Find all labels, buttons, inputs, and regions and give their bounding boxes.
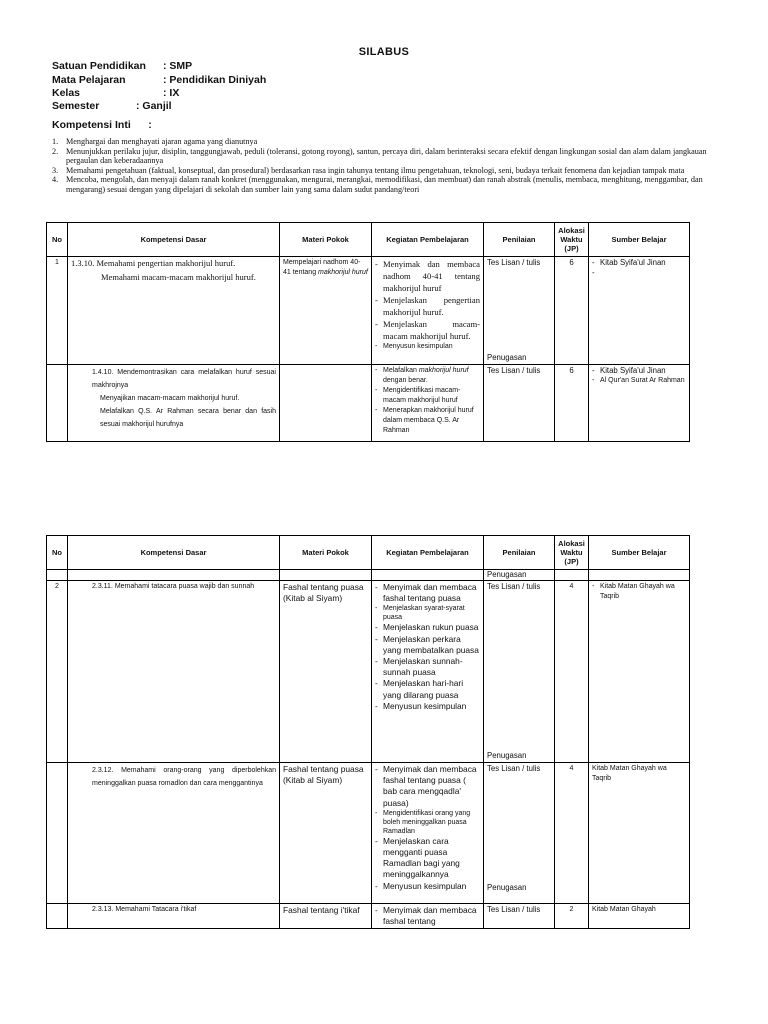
list-item: - Menjelaskan pengertian makhorijul huruf. <box>375 295 480 317</box>
table-row <box>47 581 690 763</box>
header-kompetensi-dasar: Kompetensi Dasar <box>68 536 280 570</box>
row-number <box>47 365 68 442</box>
meta-satuan-pendidikan <box>52 60 192 73</box>
item-text: Menjelaskan rukun puasa <box>383 622 479 633</box>
meta-label: Mata Pelajaran <box>52 74 126 86</box>
list-item: - Menjelaskan syarat-syarat puasa <box>375 604 480 622</box>
table-row <box>47 257 690 365</box>
header-penilaian: Penilaian <box>484 536 555 570</box>
list-item: - Mengidentifikasi orang yang boleh meninggalkan puasa Ramadlan <box>375 809 480 836</box>
header-materi-pokok: Materi Pokok <box>280 536 372 570</box>
penilaian-text: Tes Lisan / tulis <box>487 258 541 267</box>
meta-value: : SMP <box>163 60 193 72</box>
item-text: Melafalkan <box>383 367 417 374</box>
alokasi-cell: 2 <box>555 904 589 929</box>
kompetensi-dasar-cell <box>68 570 280 581</box>
header-kompetensi-dasar: Kompetensi Dasar <box>68 223 280 257</box>
item-text: Menjelaskan syarat-syarat puasa <box>383 605 465 622</box>
item-text: Menyusun kesimpulan <box>383 343 453 350</box>
materi-pokok-cell: Fashal tentang puasa (Kitab al Siyam) <box>280 763 372 904</box>
row-number <box>47 763 68 904</box>
item-text: Kitab Syifa'ul Jinan <box>600 366 666 375</box>
penilaian-bottom-text: Penugasan <box>487 883 527 892</box>
kd-sub: Memahami macam-macam makhorijul huruf. <box>101 272 256 282</box>
item-text: Menghargai dan menghayati ajaran agama yang dianutnya <box>66 137 258 146</box>
list-item: - Menjelaskan hari-hari yang dilarang puasa <box>375 678 480 700</box>
materi-text: Mempelajari nadhom 40-41 tentang <box>283 259 361 276</box>
kompetensi-dasar-cell <box>68 365 280 442</box>
kompetensi-dasar-cell <box>68 257 280 365</box>
silabus-table-2 <box>46 535 690 929</box>
page-title: SILABUS <box>358 46 410 58</box>
item-number: 2. <box>52 146 59 156</box>
item-text: Al Qur'an Surat Ar Rahman <box>600 377 685 384</box>
kegiatan-cell <box>372 257 484 365</box>
sumber-belajar-cell <box>589 570 690 581</box>
row-number <box>47 570 68 581</box>
item-text: Menerapkan makhorijul huruf dalam membaca Q.S. Ar Rahman <box>383 407 474 434</box>
penilaian-cell: Penugasan <box>484 570 555 581</box>
list-item: - Menjelaskan cara mengganti puasa Ramadlan bagi yang meninggalkannya <box>375 836 480 881</box>
list-item: - Kitab Syifa'ul Jinan <box>592 258 666 267</box>
header-kegiatan-pembelajaran: Kegiatan Pembelajaran <box>372 223 484 257</box>
materi-pokok-cell: Fashal tentang i'tikaf <box>280 904 372 929</box>
kegiatan-cell <box>372 904 484 929</box>
alokasi-cell: 4 <box>555 581 589 763</box>
kompetensi-inti-item <box>52 147 717 166</box>
table-header-row <box>47 223 690 257</box>
item-text: Menyusun kesimpulan <box>383 700 467 711</box>
item-italic-text: makhorijul huruf <box>418 367 469 374</box>
list-item: - Menyusun kesimpulan <box>375 343 453 350</box>
header-alokasi-waktu: Alokasi Waktu (JP) <box>555 536 589 570</box>
penilaian-cell <box>484 763 555 904</box>
materi-pokok-cell <box>280 257 372 365</box>
meta-label: Kelas <box>52 87 81 99</box>
materi-pokok-cell <box>280 365 372 442</box>
table-row <box>47 763 690 904</box>
sumber-belajar-cell <box>589 581 690 763</box>
list-item: - Menyusun kesimpulan <box>375 700 467 711</box>
penilaian-cell: Tes Lisan / tulis <box>484 365 555 442</box>
item-text: Menjelaskan perkara yang membatalkan puasa <box>383 633 479 655</box>
materi-italic-text: makhorijul huruf <box>318 269 368 276</box>
kompetensi-dasar-cell: 2.3.12. Memahami orang-orang yang diperbolehkan meninggalkan puasa romadlon dan cara menggantinya <box>68 763 280 904</box>
meta-value: : Ganjil <box>136 100 172 112</box>
table-header-row <box>47 536 690 570</box>
item-text: Menyimak dan membaca nadhom 40-41 tentang makhorijul huruf <box>383 259 480 293</box>
kd-text: 1.4.10. Mendemontrasikan cara melafalkan huruf sesuai makhrojnya <box>92 369 276 389</box>
penilaian-cell <box>484 581 555 763</box>
kegiatan-cell <box>372 570 484 581</box>
sumber-belajar-cell <box>589 365 690 442</box>
list-item: - Kitab Matan Ghayah wa Taqrib <box>592 582 686 602</box>
item-text: Mengidentifikasi macam-macam makhorijul huruf <box>383 387 461 404</box>
sumber-belajar-cell: Kitab Matan Ghayah <box>589 904 690 929</box>
list-item: - Menerapkan makhorijul huruf dalam membaca Q.S. Ar Rahman <box>375 406 480 436</box>
sumber-belajar-cell: Kitab Matan Ghayah wa Taqrib <box>589 763 690 904</box>
meta-value: : IX <box>163 87 180 99</box>
meta-label: Satuan Pendidikan <box>52 60 146 72</box>
list-item: - Menyimak dan membaca fashal tentang puasa ( bab cara mengqadla' puasa) <box>375 764 480 809</box>
kd-text: Melafalkan Q.S. Ar Rahman secara benar dan fasih sesuai makhorijul hurufnya <box>100 408 276 428</box>
list-item: - Menyimak dan membaca fashal tentang puasa <box>375 582 480 604</box>
item-text: Menjelaskan cara mengganti puasa Ramadlan bagi yang meninggalkannya <box>383 835 460 880</box>
item-text: Menyimak dan membaca fashal tentang puasa <box>383 582 477 604</box>
kd-text: Menyajikan macam-macam makhorijul huruf. <box>100 395 240 402</box>
meta-value: : Pendidikan Diniyah <box>163 74 267 86</box>
list-item: - Al Qur'an Surat Ar Rahman <box>592 377 685 384</box>
list-item: - <box>592 268 595 277</box>
kompetensi-dasar-cell: 2.3.11. Memahami tatacara puasa wajib dan sunnah <box>68 581 280 763</box>
item-number: 3. <box>52 165 59 175</box>
item-text: Menjelaskan hari-hari yang dilarang puasa <box>383 678 464 700</box>
meta-mata-pelajaran <box>52 74 266 87</box>
penilaian-cell <box>484 257 555 365</box>
list-item: - Mengidentifikasi macam-macam makhorijul huruf <box>375 386 480 406</box>
table-row <box>47 365 690 442</box>
item-text: dengan benar. <box>383 377 428 384</box>
row-number: 2 <box>47 581 68 763</box>
header-no: No <box>47 536 68 570</box>
item-text: Menunjukkan perilaku jujur, disiplin, tanggungjawab, peduli (toleransi, gotong royong), santun, percaya diri, dalam berinteraksi secara efektif dengan lingkungan sosial dan alam dalam jangkauan pergaulan dan keberadaannya <box>66 146 707 166</box>
item-text: Menyimak dan membaca fashal tentang puasa ( bab cara mengqadla' puasa) <box>383 764 477 808</box>
header-penilaian: Penilaian <box>484 223 555 257</box>
header-kegiatan-pembelajaran: Kegiatan Pembelajaran <box>372 536 484 570</box>
list-item: - Menyimak dan membaca fashal tentang <box>375 905 480 927</box>
list-item: - Menjelaskan sunnah-sunnah puasa <box>375 656 480 678</box>
item-text: Menyimak dan membaca fashal tentang <box>383 905 477 927</box>
alokasi-cell: 6 <box>555 257 589 365</box>
list-item: - Melafalkan makhorijul huruf dengan benar. <box>375 367 469 384</box>
row-number: 1 <box>47 257 68 365</box>
header-no: No <box>47 223 68 257</box>
item-text: Kitab Syifa'ul Jinan <box>600 258 666 267</box>
list-item: - Menjelaskan macam-macam makhorijul huruf. <box>375 319 480 341</box>
meta-label: Semester <box>52 100 100 112</box>
kompetensi-inti-list <box>52 137 717 195</box>
meta-semester <box>52 100 172 113</box>
kegiatan-cell <box>372 365 484 442</box>
list-item: - Menjelaskan perkara yang membatalkan puasa <box>375 633 479 655</box>
materi-pokok-cell: Fashal tentang puasa (Kitab al Siyam) <box>280 581 372 763</box>
table-row <box>47 904 690 929</box>
item-number: 4. <box>52 175 59 185</box>
penilaian-text: Tes Lisan / tulis <box>487 582 541 591</box>
penilaian-text: Tes Lisan / tulis <box>487 764 541 773</box>
sumber-belajar-cell <box>589 257 690 365</box>
kompetensi-inti-heading: Kompetensi Inti : <box>52 119 152 131</box>
list-item: - Menyimak dan membaca nadhom 40-41 tentang makhorijul huruf <box>375 259 480 293</box>
penilaian-bottom-text: Penugasan <box>487 353 527 362</box>
item-number: 1. <box>52 137 59 146</box>
silabus-table-1 <box>46 222 690 442</box>
header-materi-pokok: Materi Pokok <box>280 223 372 257</box>
penilaian-cell: Tes Lisan / tulis <box>484 904 555 929</box>
row-number <box>47 904 68 929</box>
list-item: - Menjelaskan rukun puasa <box>375 622 479 633</box>
header-alokasi-waktu: Alokasi Waktu (JP) <box>555 223 589 257</box>
kegiatan-cell <box>372 763 484 904</box>
penilaian-bottom-text: Penugasan <box>487 751 527 760</box>
header-sumber-belajar: Sumber Belajar <box>589 536 690 570</box>
alokasi-cell <box>555 570 589 581</box>
item-text: Memahami pengetahuan (faktual, konseptual, dan prosedural) berdasarkan rasa ingin tahunya tentang ilmu pengetahuan, teknologi, seni, budaya terkait fenomena dan kejadian tampak mata <box>66 165 685 175</box>
kompetensi-dasar-cell: 2.3.13. Memahami Tatacara i'tikaf <box>68 904 280 929</box>
item-text: Kitab Matan Ghayah wa Taqrib <box>600 583 675 600</box>
item-text: Menyusun kesimpulan <box>383 880 467 891</box>
item-text: Mengidentifikasi orang yang boleh meninggalkan puasa Ramadlan <box>383 809 471 835</box>
alokasi-cell: 4 <box>555 763 589 904</box>
item-text: Mencoba, mengolah, dan menyaji dalam ranah konkret (menggunakan, mengurai, merangkai, memodifikasi, dan membuat) dan ranah abstrak (menulis, membaca, menghitung, menggambar, dan mengarang) sesuai dengan yang dipelajari di sekolah dan sumber lain yang sama dalam sudut pandang/teori <box>66 175 703 194</box>
kompetensi-inti-item <box>52 175 717 194</box>
kegiatan-cell <box>372 581 484 763</box>
table-row <box>47 570 690 581</box>
kd-main: 1.3.10. Memahami pengertian makhorijul huruf. <box>71 258 236 268</box>
alokasi-cell: 6 <box>555 365 589 442</box>
meta-kelas <box>52 87 179 100</box>
item-text: Menjelaskan sunnah-sunnah puasa <box>383 656 463 678</box>
item-text: Menjelaskan pengertian makhorijul huruf. <box>383 295 480 317</box>
kompetensi-inti-item <box>52 137 717 147</box>
list-item: - Menyusun kesimpulan <box>375 880 467 891</box>
list-item: - Kitab Syifa'ul Jinan <box>592 366 666 375</box>
item-text: Menjelaskan macam-macam makhorijul huruf. <box>383 319 480 341</box>
kompetensi-inti-item <box>52 166 717 176</box>
materi-pokok-cell <box>280 570 372 581</box>
header-sumber-belajar: Sumber Belajar <box>589 223 690 257</box>
